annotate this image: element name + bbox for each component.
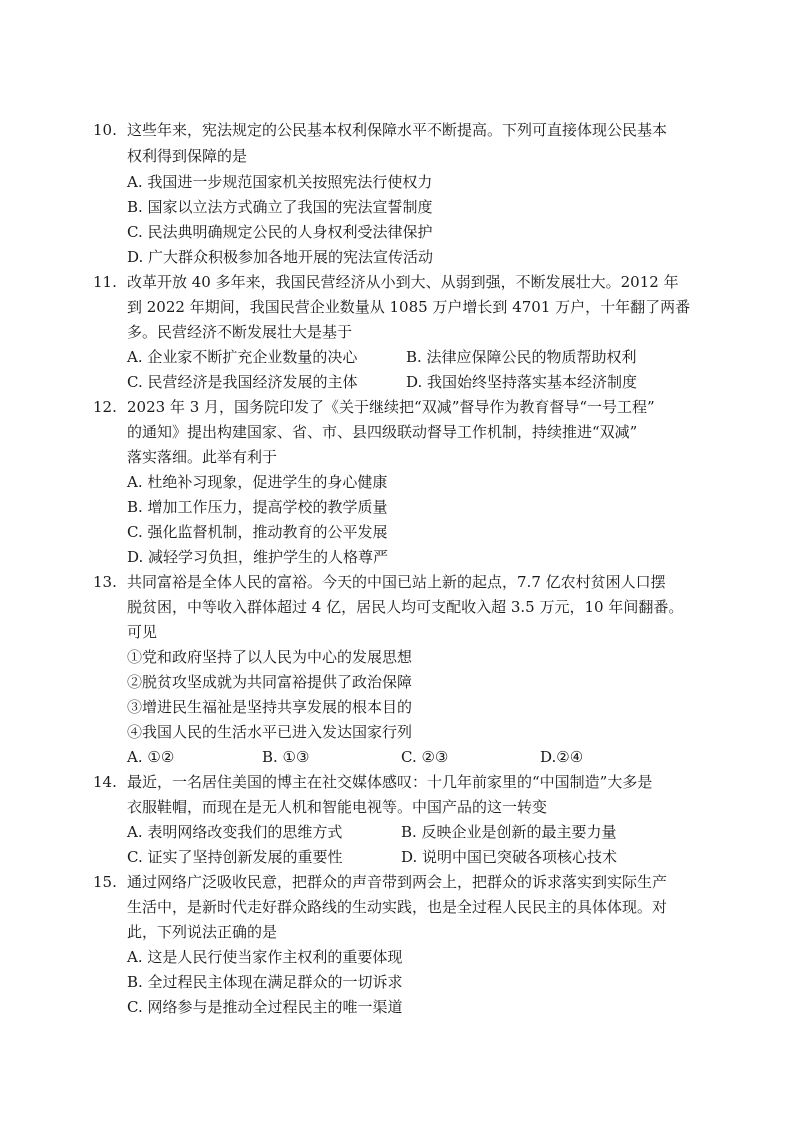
question-stem-line: 这些年来，宪法规定的公民基本权利保障水平不断提高。下列可直接体现公民基本: [127, 121, 668, 139]
question-number: 13.: [93, 573, 117, 591]
option-c: C. 强化监督机制，推动教育的公平发展: [127, 523, 388, 541]
statement-3: ③增进民生福祉是坚持共享发展的根本目的: [127, 698, 413, 716]
option-a: A. 企业家不断扩充企业数量的决心: [127, 348, 358, 366]
option-a: A. 我国进一步规范国家机关按照宪法行使权力: [127, 173, 433, 191]
option-b: B. 法律应保障公民的物质帮助权利: [406, 348, 637, 366]
question-number: 14.: [93, 773, 117, 791]
option-c: C. 民营经济是我国经济发展的主体: [127, 373, 358, 391]
option-a: A. 杜绝补习现象，促进学生的身心健康: [127, 473, 388, 491]
option-b: B. 国家以立法方式确立了我国的宪法宣誓制度: [127, 198, 433, 216]
option-d: D. 说明中国已突破各项核心技术: [401, 848, 618, 866]
option-c: C. 网络参与是推动全过程民主的唯一渠道: [127, 998, 403, 1016]
statement-2: ②脱贫攻坚成就为共同富裕提供了政治保障: [127, 673, 413, 691]
option-b: B. 增加工作压力，提高学校的教学质量: [127, 498, 388, 516]
question-stem-line: 最近，一名居住美国的博主在社交媒体感叹：十几年前家里的“中国制造”大多是: [127, 773, 653, 791]
option-c: C. 证实了坚持创新发展的重要性: [127, 848, 343, 866]
question-stem-line: 多。民营经济不断发展壮大是基于: [127, 323, 353, 341]
question-stem-line: 可见: [127, 623, 158, 641]
option-b: B. 全过程民主体现在满足群众的一切诉求: [127, 973, 403, 991]
question-stem-line: 到 2022 年期间，我国民营企业数量从 1085 万户增长到 4701 万户，十年翻了两番: [127, 298, 691, 316]
option-b: B. ①③: [262, 748, 310, 766]
option-a: A. ①②: [127, 748, 175, 766]
statement-4: ④我国人民的生活水平已进入发达国家行列: [127, 723, 413, 741]
question-stem-line: 共同富裕是全体人民的富裕。今天的中国已站上新的起点，7.7 亿农村贫困人口摆: [127, 573, 666, 591]
question-number: 11.: [93, 273, 117, 291]
option-a: A. 这是人民行使当家作主权利的重要体现: [127, 948, 403, 966]
question-stem-line: 2023 年 3 月，国务院印发了《关于继续把“双减”督导作为教育督导“一号工程”: [127, 398, 655, 416]
statement-1: ①党和政府坚持了以人民为中心的发展思想: [127, 648, 413, 666]
option-c: C. ②③: [401, 748, 449, 766]
option-a: A. 表明网络改变我们的思维方式: [127, 823, 343, 841]
question-stem-line: 生活中，是新时代走好群众路线的生动实践，也是全过程人民民主的具体体现。对: [127, 898, 668, 916]
question-stem-line: 此，下列说法正确的是: [127, 923, 278, 941]
question-number: 12.: [93, 398, 117, 416]
option-b: B. 反映企业是创新的最主要力量: [401, 823, 617, 841]
question-stem-line: 脱贫困，中等收入群体超过 4 亿，居民人均可支配收入超 3.5 万元，10 年间翻番。: [127, 598, 684, 616]
question-number: 10.: [93, 121, 117, 139]
question-stem-line: 落实落细。此举有利于: [127, 448, 278, 466]
question-stem-line: 改革开放 40 多年来，我国民营经济从小到大、从弱到强，不断发展壮大。2012 年: [127, 273, 679, 291]
question-stem-line: 衣服鞋帽，而现在是无人机和智能电视等。中国产品的这一转变: [127, 798, 548, 816]
question-stem-line: 的通知》提出构建国家、省、市、县四级联动督导工作机制，持续推进“双减”: [127, 423, 638, 441]
question-stem-line: 通过网络广泛吸收民意，把群众的声音带到两会上，把群众的诉求落实到实际生产: [127, 873, 668, 891]
question-number: 15.: [93, 873, 117, 891]
option-d: D. 减轻学习负担，维护学生的人格尊严: [127, 548, 389, 566]
option-c: C. 民法典明确规定公民的人身权利受法律保护: [127, 223, 433, 241]
question-stem-line: 权利得到保障的是: [127, 147, 248, 165]
option-d: D.②④: [540, 748, 584, 766]
option-d: D. 我国始终坚持落实基本经济制度: [406, 373, 638, 391]
option-d: D. 广大群众积极参加各地开展的宪法宣传活动: [127, 248, 434, 266]
